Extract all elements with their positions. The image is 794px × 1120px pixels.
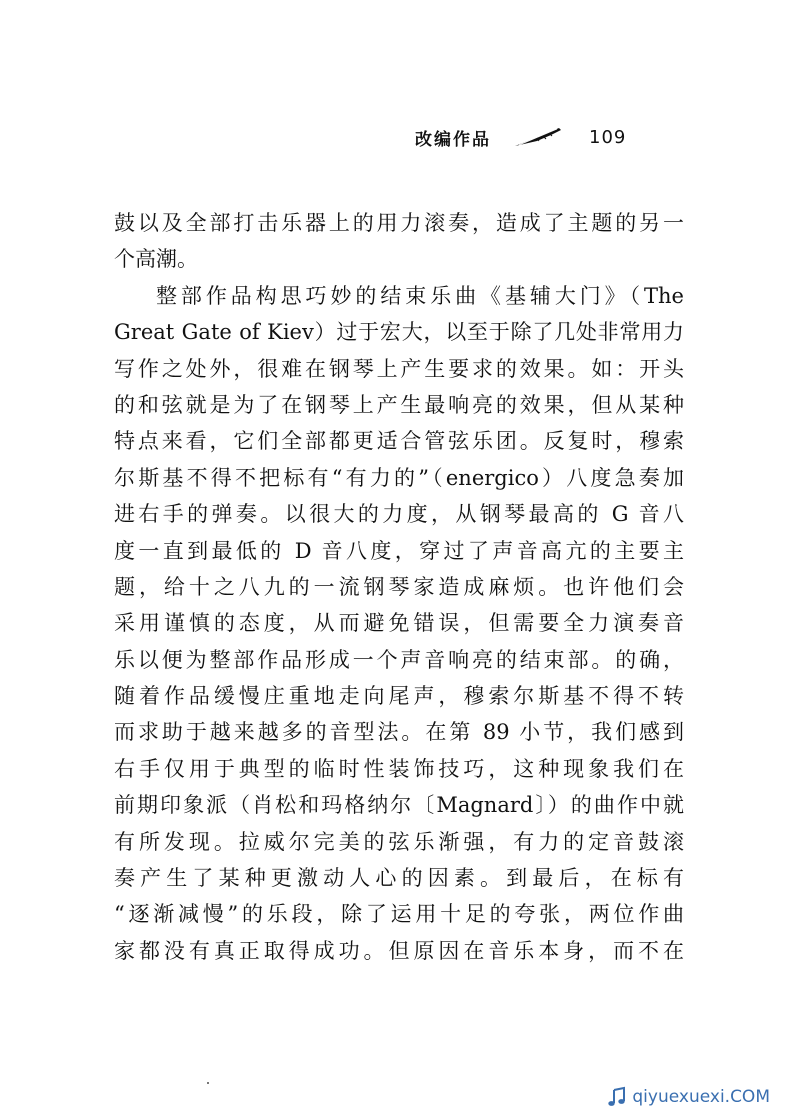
body-text	[114, 205, 684, 969]
text-line: 写作之处外，很难在钢琴上产生要求的效果。如：开头	[114, 356, 684, 381]
text-line: Great Gate of Kiev）过于宏大，以至于除了几处非常用力	[114, 320, 684, 345]
text-line: 鼓以及全部打击乐器上的用力滚奏，造成了主题的另一	[114, 211, 684, 235]
text-line: 特点来看，它们全部都更适合管弦乐团。反复时，穆索	[114, 429, 684, 454]
quill-pen-icon	[513, 126, 563, 148]
site-watermark	[606, 1086, 770, 1108]
text-line: “逐渐减慢”的乐段，除了运用十足的夸张，两位作曲	[114, 902, 684, 927]
text-line: 题，给十之八九的一流钢琴家造成麻烦。也许他们会	[114, 574, 684, 599]
text-line: 尔斯基不得不把标有“有力的”（energico）八度急奏加	[114, 465, 684, 490]
text-line: 随着作品缓慢庄重地走向尾声，穆索尔斯基不得不转	[114, 684, 684, 709]
paragraph-1	[114, 205, 684, 278]
text-line: 奏产生了某种更激动人心的因素。到最后，在标有	[114, 866, 684, 891]
text-line: 前期印象派（肖松和玛格纳尔〔Magnard〕）的曲作中就	[114, 793, 684, 818]
text-line: 而求助于越来越多的音型法。在第 89 小节，我们感到	[114, 720, 684, 745]
text-line: 右手仅用于典型的临时性装饰技巧，这种现象我们在	[114, 756, 684, 781]
text-line: 有所发现。拉威尔完美的弦乐渐强，有力的定音鼓滚	[114, 829, 684, 854]
scan-artifact	[207, 1082, 209, 1084]
text-line: 家都没有真正取得成功。但原因在音乐本身，而不在	[114, 938, 684, 963]
text-line: 整部作品构思巧妙的结束乐曲《基辅大门》（The	[156, 283, 684, 308]
page-number: 109	[589, 126, 627, 148]
text-line: 个高潮。	[114, 247, 198, 272]
text-line: 度一直到最低的 D 音八度，穿过了声音高亢的主要主	[114, 538, 684, 563]
text-line: 进右手的弹奏。以很大的力度，从钢琴最高的 G 音八	[114, 502, 684, 527]
text-line: 采用谨慎的态度，从而避免错误，但需要全力演奏音	[114, 611, 684, 636]
paragraph-2	[114, 278, 684, 969]
watermark-text: qiyuexuexi.COM	[632, 1087, 770, 1107]
text-line: 的和弦就是为了在钢琴上产生最响亮的效果，但从某种	[114, 392, 684, 417]
music-note-icon	[606, 1086, 628, 1108]
running-header	[415, 122, 626, 152]
text-line: 乐以便为整部作品形成一个声音响亮的结束部。的确，	[114, 647, 684, 672]
chapter-title: 改编作品	[415, 129, 491, 150]
